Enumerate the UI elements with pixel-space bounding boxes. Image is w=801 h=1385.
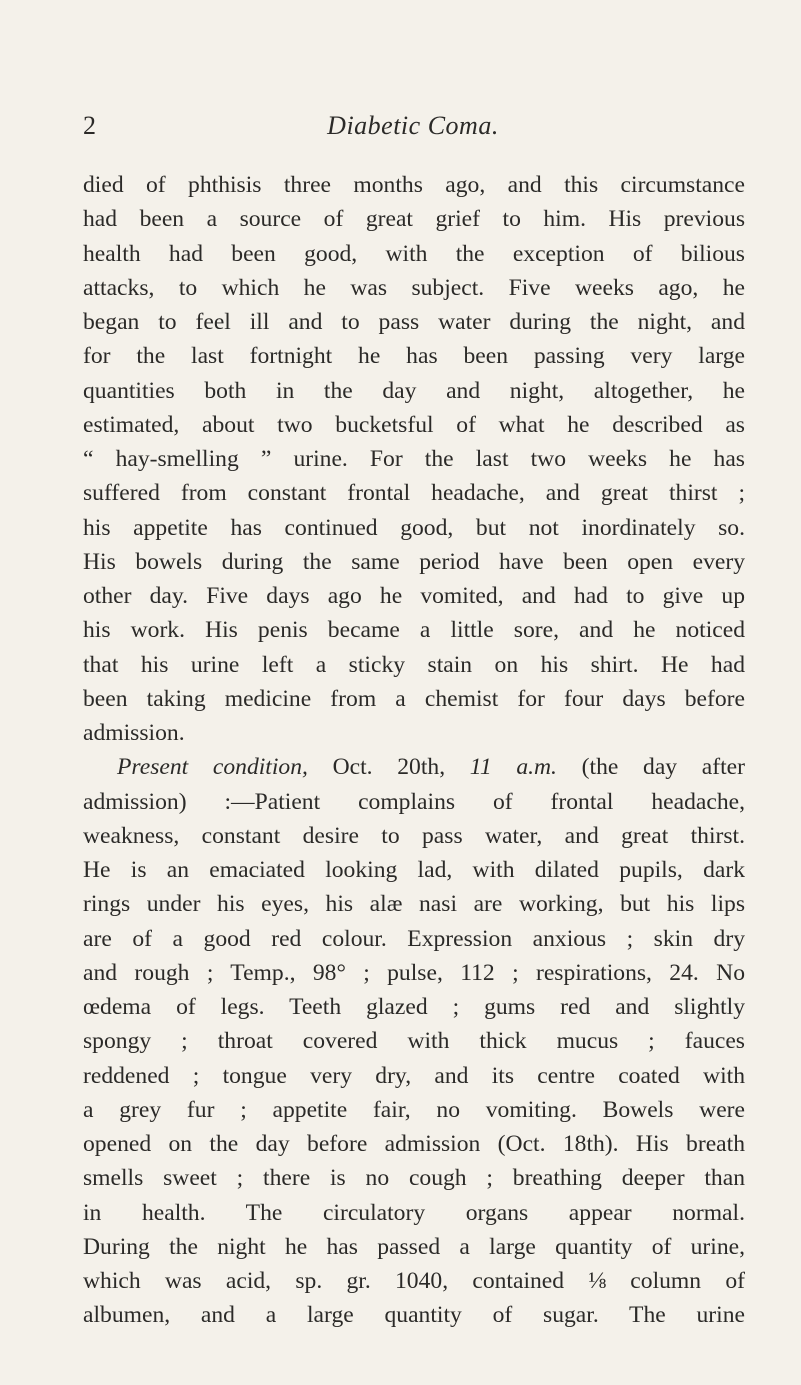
text-line: in health. The circulatory organs appear normal. bbox=[83, 1199, 745, 1226]
body-text bbox=[83, 168, 745, 1333]
text-line: health had been good, with the exception of bilious bbox=[83, 240, 745, 267]
running-title: Diabetic Coma. bbox=[327, 111, 499, 140]
day-after-text: (the day after bbox=[556, 754, 745, 781]
text-line: quantities both in the day and night, altogether, he bbox=[83, 377, 745, 404]
text-line: and rough ; Temp., 98° ; pulse, 112 ; respirations, 24. No bbox=[83, 959, 745, 986]
text-line: reddened ; tongue very dry, and its centre coated with bbox=[83, 1062, 745, 1089]
time-text: 11 a.m. bbox=[469, 754, 557, 781]
text-line: spongy ; throat covered with thick mucus ; fauces bbox=[83, 1028, 745, 1055]
present-condition-heading: Present condition, bbox=[117, 754, 308, 781]
running-head bbox=[83, 108, 743, 144]
text-line: attacks, to which he was subject. Five weeks ago, he bbox=[83, 274, 745, 301]
text-line: weakness, constant desire to pass water, and great thirst. bbox=[83, 822, 745, 849]
text-line: rings under his eyes, his alæ nasi are working, but his lips bbox=[83, 891, 745, 918]
date-text: Oct. 20th, bbox=[307, 754, 470, 781]
text-line: During the night he has passed a large quantity of urine, bbox=[83, 1233, 745, 1260]
paragraph-present-condition bbox=[83, 750, 745, 1332]
text-line: which was acid, sp. gr. 1040, contained ⅛ column of bbox=[83, 1268, 745, 1294]
text-line: admission) :—Patient complains of frontal headache, bbox=[83, 788, 745, 815]
text-line: other day. Five days ago he vomited, and had to give up bbox=[83, 583, 745, 609]
text-line: are of a good red colour. Expression anxious ; skin dry bbox=[83, 925, 745, 952]
paragraph-history bbox=[83, 168, 745, 750]
text-line: albumen, and a large quantity of sugar. The urine bbox=[83, 1302, 745, 1329]
text-line: estimated, about two bucketsful of what he described as bbox=[83, 411, 745, 438]
text-line: his work. His penis became a little sore, and he noticed bbox=[83, 617, 745, 644]
page-number: 2 bbox=[83, 111, 96, 140]
text-line-lead bbox=[83, 750, 745, 784]
text-line: his appetite has continued good, but not inordinately so. bbox=[83, 514, 745, 541]
text-line: had been a source of great grief to him. His previous bbox=[83, 206, 745, 233]
text-line: began to feel ill and to pass water during the night, and bbox=[83, 309, 745, 335]
text-line: smells sweet ; there is no cough ; breathing deeper than bbox=[83, 1165, 745, 1192]
text-line: opened on the day before admission (Oct. 18th). His breath bbox=[83, 1131, 745, 1157]
text-line: œdema of legs. Teeth glazed ; gums red and slightly bbox=[83, 994, 745, 1020]
text-line: admission. bbox=[83, 720, 185, 746]
text-line: been taking medicine from a chemist for four days before bbox=[83, 685, 745, 712]
text-line: “ hay-smelling ” urine. For the last two weeks he has bbox=[83, 446, 745, 472]
text-line: a grey fur ; appetite fair, no vomiting. Bowels were bbox=[83, 1096, 745, 1123]
text-line: suffered from constant frontal headache, and great thirst ; bbox=[83, 480, 745, 507]
text-line: for the last fortnight he has been passing very large bbox=[83, 343, 745, 370]
text-line: that his urine left a sticky stain on his shirt. He had bbox=[83, 651, 745, 678]
text-line: His bowels during the same period have been open every bbox=[83, 548, 745, 575]
text-line: died of phthisis three months ago, and this circumstance bbox=[83, 172, 745, 198]
text-line: He is an emaciated looking lad, with dilated pupils, dark bbox=[83, 857, 745, 883]
